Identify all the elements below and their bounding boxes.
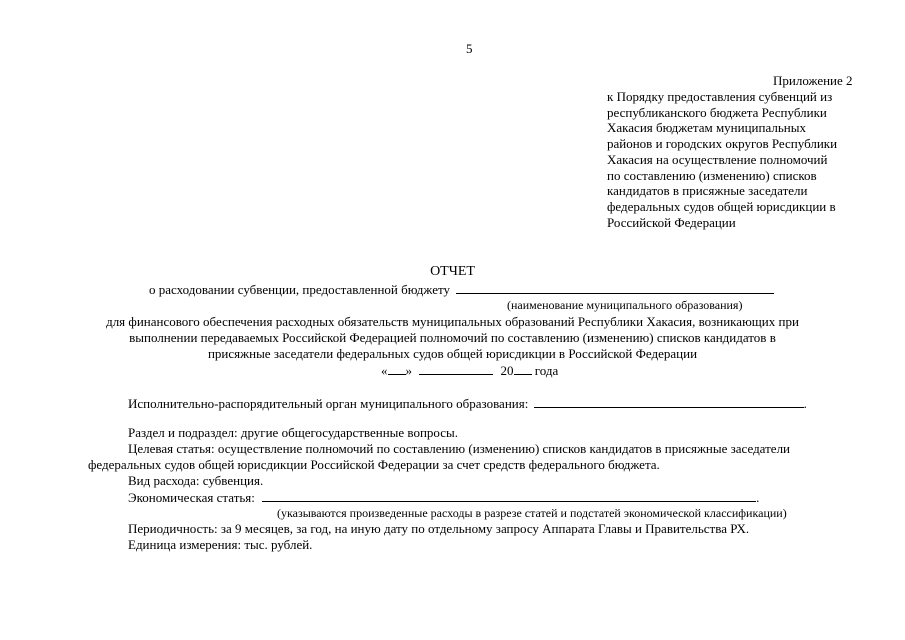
target-line1: Целевая статья: осуществление полномочий по составлению (изменению) списков кандидатов в присяжные заседатели [128, 441, 791, 456]
date-quote-open: « [381, 363, 388, 378]
appendix-line: кандидатов в присяжные заседатели [607, 183, 808, 199]
municipality-caption: (наименование муниципального образования) [507, 298, 743, 312]
appendix-line: Хакасия бюджетам муниципальных [607, 120, 806, 136]
report-title: ОТЧЕТ [430, 264, 475, 279]
appendix-line: республиканского бюджета Республики [607, 104, 827, 120]
unit-line: Единица измерения: тыс. рублей. [128, 537, 313, 552]
date-month-blank [419, 362, 493, 375]
report-subtitle-line1 [149, 281, 774, 298]
appendix-line: по составлению (изменению) списков [607, 167, 817, 183]
economic-line [128, 489, 759, 506]
appendix-title: Приложение 2 [773, 73, 853, 88]
economic-caption: (указываются произведенные расходы в разрезе статей и подстатей экономической классификации) [277, 506, 787, 520]
appendix-line: к Порядку предоставления субвенций из [607, 89, 833, 104]
page-number: 5 [466, 41, 473, 56]
appendix-body [607, 89, 869, 230]
date-day-blank [388, 362, 406, 375]
report-line2: для финансового обеспечения расходных обязательств муниципальных образований Республики Хакасия, возникающих при [106, 314, 799, 329]
date-quote-close: » [405, 363, 412, 378]
report-date-line [381, 362, 558, 379]
date-year-blank [514, 362, 532, 375]
municipality-blank [456, 281, 774, 294]
executive-body-end: . [803, 396, 807, 411]
date-suffix: года [534, 363, 559, 378]
report-subtitle-text: о расходовании субвенции, предоставленной бюджету [149, 282, 451, 297]
economic-blank [262, 489, 756, 502]
report-line4: присяжные заседатели федеральных судов общей юрисдикции в Российской Федерации [207, 346, 698, 361]
economic-end: . [756, 490, 760, 505]
periodicity-line: Периодичность: за 9 месяцев, за год, на иную дату по отдельному запросу Аппарата Главы и Правительства РХ. [128, 521, 750, 536]
section-line: Раздел и подраздел: другие общегосударственные вопросы. [128, 425, 459, 440]
expense-type-line: Вид расхода: субвенция. [128, 473, 264, 488]
economic-label: Экономическая статья: [128, 490, 255, 505]
appendix-line: Российской Федерации [607, 214, 736, 230]
target-line2: федеральных судов общей юрисдикции Российской Федерации за счет средств федерального бюджета. [88, 457, 660, 472]
executive-body-label: Исполнительно-распорядительный орган муниципального образования: [128, 396, 529, 411]
appendix-line: Хакасия на осуществление полномочий [607, 151, 828, 167]
executive-body-line [128, 395, 807, 412]
report-line3: выполнении передаваемых Российской Федерацией полномочий по составлению (изменению) списков кандидатов в [129, 330, 776, 345]
appendix-line: федеральных судов общей юрисдикции в [607, 198, 836, 214]
date-year-prefix: 20 [500, 363, 514, 378]
executive-body-blank [534, 395, 804, 408]
appendix-line: районов и городских округов Республики [607, 136, 838, 152]
